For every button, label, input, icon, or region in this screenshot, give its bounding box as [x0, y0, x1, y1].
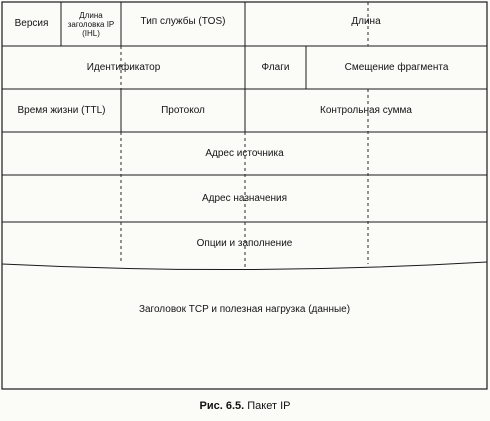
field-ttl: Время жизни (TTL)	[17, 104, 106, 116]
field-options-padding: Опции и заполнение	[196, 238, 293, 249]
field-version: Версия	[14, 18, 49, 29]
field-flags: Флаги	[261, 61, 290, 73]
field-protocol: Протокол	[161, 104, 205, 116]
field-tos: Тип службы (TOS)	[140, 16, 226, 27]
figure-caption	[0, 400, 490, 412]
field-ihl: Длина заголовка IP (IHL)	[67, 10, 115, 38]
field-fragment-offset: Смещение фрагмента	[344, 61, 449, 73]
field-length: Длина	[351, 16, 381, 27]
field-identifier: Идентификатор	[86, 61, 161, 73]
caption-label: Рис. 6.5.	[199, 400, 245, 412]
field-payload: Заголовок TCP и полезная нагрузка (данные)	[138, 304, 351, 315]
caption-text: Пакет IP	[247, 400, 291, 412]
field-checksum: Контрольная сумма	[320, 104, 412, 116]
field-source-address: Адрес источника	[205, 147, 284, 159]
field-destination-address: Адрес назначения	[201, 192, 288, 204]
